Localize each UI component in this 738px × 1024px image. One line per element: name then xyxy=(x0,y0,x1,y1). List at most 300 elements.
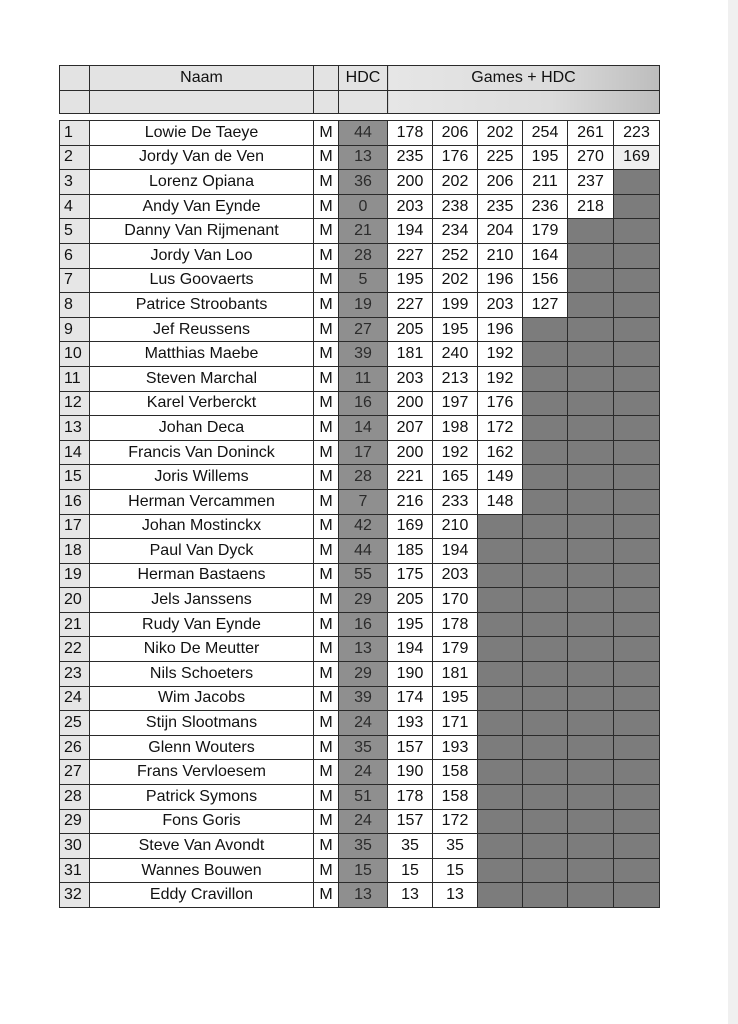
player-name-cell: Johan Deca xyxy=(90,416,314,441)
hdc-cell: 21 xyxy=(339,219,388,244)
game-score-cell: 172 xyxy=(478,416,523,441)
player-name-cell: Joris Willems xyxy=(90,465,314,490)
empty-game-cell xyxy=(523,588,568,613)
hdc-cell: 13 xyxy=(339,883,388,908)
empty-game-cell xyxy=(568,809,614,834)
empty-game-cell xyxy=(523,809,568,834)
game-score-cell: 270 xyxy=(568,145,614,170)
game-score-cell: 202 xyxy=(433,268,478,293)
game-score-cell: 197 xyxy=(433,391,478,416)
hdc-cell: 35 xyxy=(339,834,388,859)
player-name-cell: Wim Jacobs xyxy=(90,686,314,711)
game-score-cell: 216 xyxy=(388,489,433,514)
player-name-cell: Patrice Stroobants xyxy=(90,293,314,318)
rank-cell: 25 xyxy=(60,711,90,736)
game-score-cell: 178 xyxy=(388,785,433,810)
empty-game-cell xyxy=(523,735,568,760)
empty-game-cell xyxy=(523,612,568,637)
empty-game-cell xyxy=(523,711,568,736)
rank-cell: 30 xyxy=(60,834,90,859)
game-score-cell: 158 xyxy=(433,785,478,810)
empty-game-cell xyxy=(568,268,614,293)
game-score-cell: 15 xyxy=(388,858,433,883)
game-score-cell: 235 xyxy=(478,194,523,219)
empty-game-cell xyxy=(614,662,660,687)
empty-game-cell xyxy=(614,883,660,908)
game-score-cell: 227 xyxy=(388,243,433,268)
gender-cell: M xyxy=(314,612,339,637)
player-name-cell: Lowie De Taeye xyxy=(90,121,314,146)
rank-cell: 21 xyxy=(60,612,90,637)
gender-cell: M xyxy=(314,735,339,760)
game-score-cell: 210 xyxy=(433,514,478,539)
gender-cell: M xyxy=(314,342,339,367)
ranking-body xyxy=(60,121,660,908)
gender-cell: M xyxy=(314,834,339,859)
game-score-cell: 196 xyxy=(478,268,523,293)
gender-cell: M xyxy=(314,539,339,564)
game-score-cell: 192 xyxy=(433,440,478,465)
table-row xyxy=(60,440,660,465)
rank-cell: 4 xyxy=(60,194,90,219)
hdc-cell: 42 xyxy=(339,514,388,539)
game-score-cell: 235 xyxy=(388,145,433,170)
empty-game-cell xyxy=(614,760,660,785)
empty-game-cell xyxy=(614,834,660,859)
gender-cell: M xyxy=(314,268,339,293)
gender-subheader xyxy=(314,91,339,114)
rank-cell: 22 xyxy=(60,637,90,662)
rank-cell: 20 xyxy=(60,588,90,613)
gender-cell: M xyxy=(314,809,339,834)
player-name-cell: Wannes Bouwen xyxy=(90,858,314,883)
empty-game-cell xyxy=(523,563,568,588)
hdc-cell: 16 xyxy=(339,612,388,637)
gender-cell: M xyxy=(314,366,339,391)
game-score-cell: 195 xyxy=(433,686,478,711)
gender-cell: M xyxy=(314,883,339,908)
game-score-cell: 203 xyxy=(388,194,433,219)
table-row xyxy=(60,662,660,687)
gender-cell: M xyxy=(314,243,339,268)
gender-cell: M xyxy=(314,588,339,613)
game-score-cell: 240 xyxy=(433,342,478,367)
game-score-cell: 203 xyxy=(388,366,433,391)
empty-game-cell xyxy=(478,785,523,810)
game-score-cell: 148 xyxy=(478,489,523,514)
empty-game-cell xyxy=(614,711,660,736)
empty-game-cell xyxy=(614,391,660,416)
empty-game-cell xyxy=(568,686,614,711)
player-name-cell: Jef Reussens xyxy=(90,317,314,342)
table-row xyxy=(60,121,660,146)
game-score-cell: 174 xyxy=(388,686,433,711)
empty-game-cell xyxy=(523,785,568,810)
hdc-cell: 28 xyxy=(339,465,388,490)
game-score-cell: 181 xyxy=(388,342,433,367)
game-score-cell: 198 xyxy=(433,416,478,441)
player-name-cell: Jordy Van de Ven xyxy=(90,145,314,170)
rank-cell: 6 xyxy=(60,243,90,268)
empty-game-cell xyxy=(478,563,523,588)
empty-game-cell xyxy=(478,539,523,564)
gender-cell: M xyxy=(314,219,339,244)
table-row xyxy=(60,219,660,244)
empty-game-cell xyxy=(568,489,614,514)
empty-game-cell xyxy=(614,563,660,588)
player-name-cell: Lus Goovaerts xyxy=(90,268,314,293)
rank-subheader xyxy=(60,91,90,114)
player-name-cell: Stijn Slootmans xyxy=(90,711,314,736)
player-name-cell: Herman Vercammen xyxy=(90,489,314,514)
player-name-cell: Matthias Maebe xyxy=(90,342,314,367)
player-name-cell: Eddy Cravillon xyxy=(90,883,314,908)
rank-cell: 31 xyxy=(60,858,90,883)
empty-game-cell xyxy=(568,637,614,662)
empty-game-cell xyxy=(614,785,660,810)
player-name-cell: Frans Vervloesem xyxy=(90,760,314,785)
empty-game-cell xyxy=(568,858,614,883)
empty-game-cell xyxy=(568,588,614,613)
game-score-cell: 200 xyxy=(388,391,433,416)
hdc-cell: 11 xyxy=(339,366,388,391)
hdc-cell: 0 xyxy=(339,194,388,219)
empty-game-cell xyxy=(568,735,614,760)
gender-cell: M xyxy=(314,194,339,219)
table-row xyxy=(60,612,660,637)
game-score-cell: 211 xyxy=(523,170,568,195)
game-score-cell: 210 xyxy=(478,243,523,268)
table-row xyxy=(60,735,660,760)
empty-game-cell xyxy=(478,686,523,711)
hdc-cell: 19 xyxy=(339,293,388,318)
empty-game-cell xyxy=(478,711,523,736)
game-score-cell: 181 xyxy=(433,662,478,687)
empty-game-cell xyxy=(568,834,614,859)
game-score-cell: 194 xyxy=(433,539,478,564)
hdc-cell: 29 xyxy=(339,662,388,687)
empty-game-cell xyxy=(614,612,660,637)
player-name-cell: Niko De Meutter xyxy=(90,637,314,662)
empty-game-cell xyxy=(478,662,523,687)
empty-game-cell xyxy=(523,686,568,711)
table-row xyxy=(60,637,660,662)
player-name-cell: Steven Marchal xyxy=(90,366,314,391)
game-score-cell: 195 xyxy=(388,268,433,293)
game-score-cell: 172 xyxy=(433,809,478,834)
empty-game-cell xyxy=(478,612,523,637)
rank-cell: 19 xyxy=(60,563,90,588)
table-row xyxy=(60,366,660,391)
rank-cell: 7 xyxy=(60,268,90,293)
empty-game-cell xyxy=(614,416,660,441)
game-score-cell: 162 xyxy=(478,440,523,465)
game-score-cell: 15 xyxy=(433,858,478,883)
rank-cell: 17 xyxy=(60,514,90,539)
rank-cell: 12 xyxy=(60,391,90,416)
gender-cell: M xyxy=(314,637,339,662)
hdc-cell: 7 xyxy=(339,489,388,514)
table-row xyxy=(60,883,660,908)
empty-game-cell xyxy=(614,637,660,662)
player-name-cell: Patrick Symons xyxy=(90,785,314,810)
empty-game-cell xyxy=(614,514,660,539)
hdc-cell: 13 xyxy=(339,637,388,662)
empty-game-cell xyxy=(614,243,660,268)
empty-game-cell xyxy=(614,465,660,490)
empty-game-cell xyxy=(614,194,660,219)
table-row xyxy=(60,317,660,342)
gender-cell: M xyxy=(314,317,339,342)
empty-game-cell xyxy=(568,711,614,736)
hdc-cell: 51 xyxy=(339,785,388,810)
game-score-cell: 179 xyxy=(523,219,568,244)
rank-header xyxy=(60,66,90,91)
hdc-cell: 16 xyxy=(339,391,388,416)
game-score-cell: 157 xyxy=(388,809,433,834)
gender-cell: M xyxy=(314,391,339,416)
hdc-cell: 5 xyxy=(339,268,388,293)
player-name-cell: Francis Van Doninck xyxy=(90,440,314,465)
game-score-cell: 193 xyxy=(388,711,433,736)
hdc-cell: 36 xyxy=(339,170,388,195)
player-name-cell: Rudy Van Eynde xyxy=(90,612,314,637)
game-score-cell: 206 xyxy=(433,121,478,146)
empty-game-cell xyxy=(614,858,660,883)
empty-game-cell xyxy=(568,514,614,539)
game-score-cell: 149 xyxy=(478,465,523,490)
rank-cell: 27 xyxy=(60,760,90,785)
game-score-cell: 199 xyxy=(433,293,478,318)
empty-game-cell xyxy=(568,416,614,441)
empty-game-cell xyxy=(614,317,660,342)
empty-game-cell xyxy=(523,342,568,367)
gender-cell: M xyxy=(314,170,339,195)
game-score-cell: 164 xyxy=(523,243,568,268)
empty-game-cell xyxy=(614,170,660,195)
table-row xyxy=(60,465,660,490)
rank-cell: 24 xyxy=(60,686,90,711)
hdc-cell: 17 xyxy=(339,440,388,465)
game-score-cell: 202 xyxy=(433,170,478,195)
gender-cell: M xyxy=(314,662,339,687)
hdc-cell: 39 xyxy=(339,686,388,711)
gender-cell: M xyxy=(314,858,339,883)
rank-cell: 14 xyxy=(60,440,90,465)
rank-cell: 1 xyxy=(60,121,90,146)
empty-game-cell xyxy=(568,539,614,564)
rank-cell: 11 xyxy=(60,366,90,391)
game-score-cell: 158 xyxy=(433,760,478,785)
game-score-cell: 227 xyxy=(388,293,433,318)
subheader-row xyxy=(60,91,660,114)
player-name-cell: Nils Schoeters xyxy=(90,662,314,687)
rank-cell: 26 xyxy=(60,735,90,760)
empty-game-cell xyxy=(614,268,660,293)
game-score-cell: 193 xyxy=(433,735,478,760)
player-name-cell: Andy Van Eynde xyxy=(90,194,314,219)
rank-cell: 10 xyxy=(60,342,90,367)
table-row xyxy=(60,391,660,416)
hdc-cell: 27 xyxy=(339,317,388,342)
rank-cell: 5 xyxy=(60,219,90,244)
empty-game-cell xyxy=(614,489,660,514)
table-row xyxy=(60,785,660,810)
games-subheader xyxy=(388,91,660,114)
hdc-cell: 14 xyxy=(339,416,388,441)
game-score-cell: 127 xyxy=(523,293,568,318)
rank-cell: 16 xyxy=(60,489,90,514)
name-header: Naam xyxy=(90,66,314,91)
empty-game-cell xyxy=(614,293,660,318)
rank-cell: 28 xyxy=(60,785,90,810)
hdc-cell: 24 xyxy=(339,711,388,736)
table-row xyxy=(60,686,660,711)
empty-game-cell xyxy=(614,588,660,613)
empty-game-cell xyxy=(568,760,614,785)
table-row xyxy=(60,809,660,834)
empty-game-cell xyxy=(568,293,614,318)
empty-game-cell xyxy=(614,539,660,564)
empty-game-cell xyxy=(523,858,568,883)
table-row xyxy=(60,539,660,564)
game-score-cell: 35 xyxy=(433,834,478,859)
gender-cell: M xyxy=(314,785,339,810)
empty-game-cell xyxy=(614,219,660,244)
game-score-cell: 238 xyxy=(433,194,478,219)
spacer-cell xyxy=(60,114,660,121)
gender-cell: M xyxy=(314,514,339,539)
rank-cell: 13 xyxy=(60,416,90,441)
empty-game-cell xyxy=(568,342,614,367)
rank-cell: 32 xyxy=(60,883,90,908)
game-score-cell: 169 xyxy=(614,145,660,170)
empty-game-cell xyxy=(614,366,660,391)
rank-cell: 3 xyxy=(60,170,90,195)
game-score-cell: 202 xyxy=(478,121,523,146)
empty-game-cell xyxy=(568,317,614,342)
game-score-cell: 196 xyxy=(478,317,523,342)
empty-game-cell xyxy=(523,440,568,465)
game-score-cell: 206 xyxy=(478,170,523,195)
empty-game-cell xyxy=(478,883,523,908)
rank-cell: 18 xyxy=(60,539,90,564)
player-name-cell: Karel Verberckt xyxy=(90,391,314,416)
table-row xyxy=(60,194,660,219)
empty-game-cell xyxy=(523,662,568,687)
empty-game-cell xyxy=(523,317,568,342)
game-score-cell: 204 xyxy=(478,219,523,244)
table-row xyxy=(60,145,660,170)
gender-cell: M xyxy=(314,563,339,588)
table-row xyxy=(60,858,660,883)
gender-cell: M xyxy=(314,489,339,514)
empty-game-cell xyxy=(523,834,568,859)
game-score-cell: 237 xyxy=(568,170,614,195)
game-score-cell: 252 xyxy=(433,243,478,268)
player-name-cell: Steve Van Avondt xyxy=(90,834,314,859)
player-name-cell: Johan Mostinckx xyxy=(90,514,314,539)
header-row xyxy=(60,66,660,91)
game-score-cell: 156 xyxy=(523,268,568,293)
empty-game-cell xyxy=(478,637,523,662)
table-row xyxy=(60,760,660,785)
game-score-cell: 190 xyxy=(388,662,433,687)
game-score-cell: 233 xyxy=(433,489,478,514)
game-score-cell: 195 xyxy=(388,612,433,637)
hdc-cell: 44 xyxy=(339,121,388,146)
gender-cell: M xyxy=(314,121,339,146)
game-score-cell: 194 xyxy=(388,637,433,662)
table-row xyxy=(60,588,660,613)
game-score-cell: 171 xyxy=(433,711,478,736)
ranking-table xyxy=(59,65,660,908)
game-score-cell: 35 xyxy=(388,834,433,859)
game-score-cell: 176 xyxy=(478,391,523,416)
rank-cell: 29 xyxy=(60,809,90,834)
hdc-cell: 44 xyxy=(339,539,388,564)
table-row xyxy=(60,416,660,441)
rank-cell: 23 xyxy=(60,662,90,687)
table-row xyxy=(60,293,660,318)
player-name-cell: Danny Van Rijmenant xyxy=(90,219,314,244)
empty-game-cell xyxy=(523,465,568,490)
table-row xyxy=(60,243,660,268)
empty-game-cell xyxy=(478,834,523,859)
hdc-cell: 29 xyxy=(339,588,388,613)
game-score-cell: 203 xyxy=(433,563,478,588)
player-name-cell: Jordy Van Loo xyxy=(90,243,314,268)
empty-game-cell xyxy=(478,809,523,834)
empty-game-cell xyxy=(614,440,660,465)
game-score-cell: 195 xyxy=(523,145,568,170)
name-subheader xyxy=(90,91,314,114)
empty-game-cell xyxy=(523,637,568,662)
games-header: Games + HDC xyxy=(388,66,660,91)
table-row xyxy=(60,514,660,539)
game-score-cell: 157 xyxy=(388,735,433,760)
empty-game-cell xyxy=(523,489,568,514)
game-score-cell: 205 xyxy=(388,588,433,613)
game-score-cell: 190 xyxy=(388,760,433,785)
player-name-cell: Fons Goris xyxy=(90,809,314,834)
hdc-cell: 39 xyxy=(339,342,388,367)
game-score-cell: 223 xyxy=(614,121,660,146)
game-score-cell: 236 xyxy=(523,194,568,219)
game-score-cell: 195 xyxy=(433,317,478,342)
rank-cell: 9 xyxy=(60,317,90,342)
table-row xyxy=(60,268,660,293)
gender-cell: M xyxy=(314,711,339,736)
empty-game-cell xyxy=(568,563,614,588)
gender-cell: M xyxy=(314,440,339,465)
empty-game-cell xyxy=(568,391,614,416)
empty-game-cell xyxy=(478,588,523,613)
empty-game-cell xyxy=(478,858,523,883)
table-row xyxy=(60,489,660,514)
game-score-cell: 225 xyxy=(478,145,523,170)
game-score-cell: 176 xyxy=(433,145,478,170)
game-score-cell: 194 xyxy=(388,219,433,244)
table-row xyxy=(60,834,660,859)
rank-cell: 15 xyxy=(60,465,90,490)
empty-game-cell xyxy=(523,366,568,391)
rank-cell: 8 xyxy=(60,293,90,318)
empty-game-cell xyxy=(568,662,614,687)
game-score-cell: 178 xyxy=(433,612,478,637)
table-row xyxy=(60,711,660,736)
hdc-header: HDC xyxy=(339,66,388,91)
